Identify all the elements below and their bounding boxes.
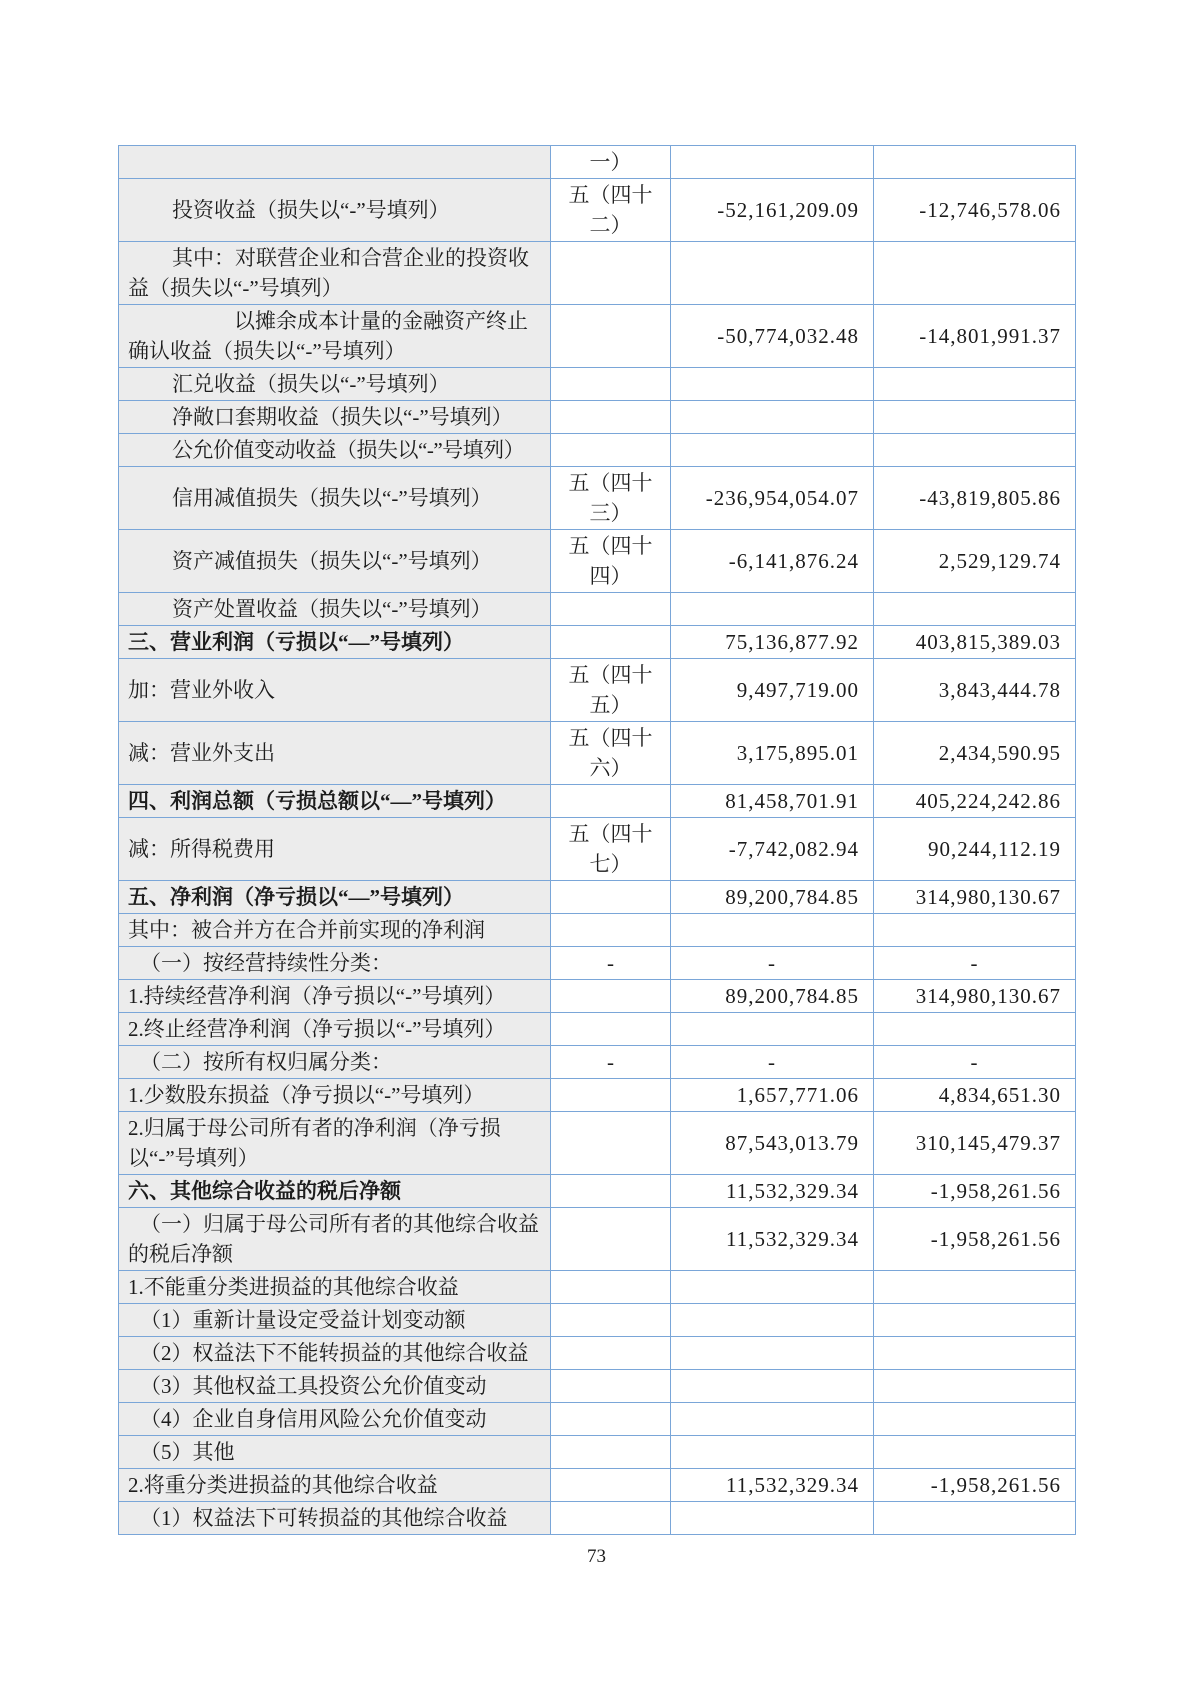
current-period-amount-cell	[671, 1502, 874, 1535]
table-row	[119, 1469, 1076, 1502]
prior-period-amount-cell: 2,434,590.95	[874, 722, 1076, 785]
row-label-cell: 2.归属于母公司所有者的净利润（净亏损以“-”号填列）	[119, 1112, 551, 1175]
note-ref-cell	[551, 1079, 671, 1112]
prior-period-amount-cell: 2,529,129.74	[874, 530, 1076, 593]
note-ref-cell	[551, 1502, 671, 1535]
row-label-cell: 资产处置收益（损失以“-”号填列）	[119, 593, 551, 626]
current-period-amount-cell: -7,742,082.94	[671, 818, 874, 881]
note-ref-cell	[551, 593, 671, 626]
table-row	[119, 722, 1076, 785]
current-period-amount-cell: -236,954,054.07	[671, 467, 874, 530]
current-period-amount-cell	[671, 1271, 874, 1304]
prior-period-amount-cell	[874, 1502, 1076, 1535]
current-period-amount-cell: 1,657,771.06	[671, 1079, 874, 1112]
row-label-cell: 减：所得税费用	[119, 818, 551, 881]
row-label-cell: 净敞口套期收益（损失以“-”号填列）	[119, 401, 551, 434]
row-label-cell: 公允价值变动收益（损失以“-”号填列）	[119, 434, 551, 467]
row-label-cell: （1）重新计量设定受益计划变动额	[119, 1304, 551, 1337]
prior-period-amount-cell	[874, 368, 1076, 401]
table-row	[119, 1337, 1076, 1370]
table-row	[119, 179, 1076, 242]
table-row	[119, 368, 1076, 401]
table-row	[119, 1079, 1076, 1112]
prior-period-amount-cell	[874, 401, 1076, 434]
note-ref-cell: 五（四十四）	[551, 530, 671, 593]
prior-period-amount-cell: 403,815,389.03	[874, 626, 1076, 659]
prior-period-amount-cell: -1,958,261.56	[874, 1175, 1076, 1208]
row-label-cell: 四、利润总额（亏损总额以“—”号填列）	[119, 785, 551, 818]
table-row	[119, 980, 1076, 1013]
note-ref-cell	[551, 1337, 671, 1370]
table-row	[119, 1502, 1076, 1535]
current-period-amount-cell: 11,532,329.34	[671, 1208, 874, 1271]
prior-period-amount-cell: -1,958,261.56	[874, 1208, 1076, 1271]
current-period-amount-cell: 89,200,784.85	[671, 980, 874, 1013]
current-period-amount-cell	[671, 146, 874, 179]
prior-period-amount-cell	[874, 593, 1076, 626]
table-row	[119, 1046, 1076, 1079]
note-ref-cell	[551, 1208, 671, 1271]
table-row	[119, 1304, 1076, 1337]
current-period-amount-cell: -	[671, 1046, 874, 1079]
current-period-amount-cell	[671, 593, 874, 626]
table-row	[119, 530, 1076, 593]
row-label-cell: 三、营业利润（亏损以“—”号填列）	[119, 626, 551, 659]
table-row	[119, 242, 1076, 305]
note-ref-cell: -	[551, 1046, 671, 1079]
row-label-cell: 加：营业外收入	[119, 659, 551, 722]
prior-period-amount-cell: -12,746,578.06	[874, 179, 1076, 242]
row-label-cell: （3）其他权益工具投资公允价值变动	[119, 1370, 551, 1403]
current-period-amount-cell: 11,532,329.34	[671, 1175, 874, 1208]
prior-period-amount-cell	[874, 1403, 1076, 1436]
current-period-amount-cell	[671, 1436, 874, 1469]
note-ref-cell	[551, 1271, 671, 1304]
prior-period-amount-cell: 405,224,242.86	[874, 785, 1076, 818]
prior-period-amount-cell: -	[874, 947, 1076, 980]
note-ref-cell	[551, 1436, 671, 1469]
current-period-amount-cell: 9,497,719.00	[671, 659, 874, 722]
prior-period-amount-cell	[874, 1271, 1076, 1304]
table-row	[119, 1208, 1076, 1271]
table-row	[119, 467, 1076, 530]
prior-period-amount-cell	[874, 1436, 1076, 1469]
row-label-cell: 2.将重分类进损益的其他综合收益	[119, 1469, 551, 1502]
prior-period-amount-cell: -43,819,805.86	[874, 467, 1076, 530]
note-ref-cell: 五（四十七）	[551, 818, 671, 881]
row-label-cell: 信用减值损失（损失以“-”号填列）	[119, 467, 551, 530]
note-ref-cell: 五（四十二）	[551, 179, 671, 242]
note-ref-cell	[551, 1175, 671, 1208]
row-label-cell: 资产减值损失（损失以“-”号填列）	[119, 530, 551, 593]
note-ref-cell	[551, 1112, 671, 1175]
row-label-cell: 五、净利润（净亏损以“—”号填列）	[119, 881, 551, 914]
page-number: 73	[587, 1546, 606, 1567]
income-statement-table	[118, 145, 1076, 1535]
row-label-cell: 汇兑收益（损失以“-”号填列）	[119, 368, 551, 401]
table-row	[119, 914, 1076, 947]
note-ref-cell: 五（四十三）	[551, 467, 671, 530]
current-period-amount-cell: -50,774,032.48	[671, 305, 874, 368]
note-ref-cell	[551, 881, 671, 914]
row-label-cell: 投资收益（损失以“-”号填列）	[119, 179, 551, 242]
table-row	[119, 659, 1076, 722]
current-period-amount-cell	[671, 401, 874, 434]
note-ref-cell: 一）	[551, 146, 671, 179]
prior-period-amount-cell: -14,801,991.37	[874, 305, 1076, 368]
current-period-amount-cell	[671, 1370, 874, 1403]
income-statement-body	[119, 146, 1076, 1535]
current-period-amount-cell	[671, 1403, 874, 1436]
current-period-amount-cell: -52,161,209.09	[671, 179, 874, 242]
table-row	[119, 1175, 1076, 1208]
note-ref-cell	[551, 785, 671, 818]
row-label-cell: 其中：对联营企业和合营企业的投资收益（损失以“-”号填列）	[119, 242, 551, 305]
note-ref-cell	[551, 305, 671, 368]
current-period-amount-cell: -6,141,876.24	[671, 530, 874, 593]
current-period-amount-cell: -	[671, 947, 874, 980]
table-row	[119, 818, 1076, 881]
table-row	[119, 1370, 1076, 1403]
note-ref-cell	[551, 368, 671, 401]
current-period-amount-cell	[671, 242, 874, 305]
row-label-cell	[119, 146, 551, 179]
current-period-amount-cell	[671, 914, 874, 947]
current-period-amount-cell	[671, 1304, 874, 1337]
prior-period-amount-cell: 310,145,479.37	[874, 1112, 1076, 1175]
prior-period-amount-cell	[874, 242, 1076, 305]
prior-period-amount-cell	[874, 1013, 1076, 1046]
row-label-cell: 1.持续经营净利润（净亏损以“-”号填列）	[119, 980, 551, 1013]
table-row	[119, 305, 1076, 368]
table-row	[119, 785, 1076, 818]
current-period-amount-cell	[671, 1337, 874, 1370]
row-label-cell: （5）其他	[119, 1436, 551, 1469]
note-ref-cell	[551, 1370, 671, 1403]
row-label-cell: （4）企业自身信用风险公允价值变动	[119, 1403, 551, 1436]
current-period-amount-cell: 89,200,784.85	[671, 881, 874, 914]
row-label-cell: （2）权益法下不能转损益的其他综合收益	[119, 1337, 551, 1370]
table-row	[119, 881, 1076, 914]
current-period-amount-cell: 11,532,329.34	[671, 1469, 874, 1502]
table-row	[119, 146, 1076, 179]
row-label-cell: （二）按所有权归属分类：	[119, 1046, 551, 1079]
row-label-cell: 2.终止经营净利润（净亏损以“-”号填列）	[119, 1013, 551, 1046]
table-row	[119, 626, 1076, 659]
prior-period-amount-cell: 314,980,130.67	[874, 881, 1076, 914]
prior-period-amount-cell	[874, 914, 1076, 947]
prior-period-amount-cell: -1,958,261.56	[874, 1469, 1076, 1502]
current-period-amount-cell	[671, 1013, 874, 1046]
current-period-amount-cell	[671, 434, 874, 467]
prior-period-amount-cell	[874, 1337, 1076, 1370]
prior-period-amount-cell: 90,244,112.19	[874, 818, 1076, 881]
row-label-cell: （一）归属于母公司所有者的其他综合收益的税后净额	[119, 1208, 551, 1271]
note-ref-cell	[551, 980, 671, 1013]
prior-period-amount-cell	[874, 146, 1076, 179]
note-ref-cell	[551, 1304, 671, 1337]
table-row	[119, 1112, 1076, 1175]
row-label-cell: 其中：被合并方在合并前实现的净利润	[119, 914, 551, 947]
row-label-cell: 六、其他综合收益的税后净额	[119, 1175, 551, 1208]
row-label-cell: （一）按经营持续性分类：	[119, 947, 551, 980]
note-ref-cell: 五（四十六）	[551, 722, 671, 785]
row-label-cell: （1）权益法下可转损益的其他综合收益	[119, 1502, 551, 1535]
row-label-cell: 1.少数股东损益（净亏损以“-”号填列）	[119, 1079, 551, 1112]
note-ref-cell	[551, 1469, 671, 1502]
note-ref-cell	[551, 401, 671, 434]
table-row	[119, 401, 1076, 434]
prior-period-amount-cell	[874, 434, 1076, 467]
note-ref-cell: 五（四十五）	[551, 659, 671, 722]
prior-period-amount-cell: 4,834,651.30	[874, 1079, 1076, 1112]
note-ref-cell	[551, 242, 671, 305]
table-row	[119, 1403, 1076, 1436]
row-label-cell: 以摊余成本计量的金融资产终止确认收益（损失以“-”号填列）	[119, 305, 551, 368]
prior-period-amount-cell	[874, 1370, 1076, 1403]
prior-period-amount-cell: 314,980,130.67	[874, 980, 1076, 1013]
note-ref-cell	[551, 914, 671, 947]
current-period-amount-cell: 3,175,895.01	[671, 722, 874, 785]
prior-period-amount-cell: 3,843,444.78	[874, 659, 1076, 722]
row-label-cell: 1.不能重分类进损益的其他综合收益	[119, 1271, 551, 1304]
prior-period-amount-cell: -	[874, 1046, 1076, 1079]
current-period-amount-cell: 81,458,701.91	[671, 785, 874, 818]
row-label-cell: 减：营业外支出	[119, 722, 551, 785]
table-row	[119, 434, 1076, 467]
table-row	[119, 947, 1076, 980]
table-row	[119, 593, 1076, 626]
table-row	[119, 1271, 1076, 1304]
current-period-amount-cell	[671, 368, 874, 401]
note-ref-cell	[551, 1013, 671, 1046]
current-period-amount-cell: 75,136,877.92	[671, 626, 874, 659]
note-ref-cell	[551, 434, 671, 467]
table-row	[119, 1013, 1076, 1046]
note-ref-cell	[551, 1403, 671, 1436]
current-period-amount-cell: 87,543,013.79	[671, 1112, 874, 1175]
table-row	[119, 1436, 1076, 1469]
note-ref-cell	[551, 626, 671, 659]
prior-period-amount-cell	[874, 1304, 1076, 1337]
note-ref-cell: -	[551, 947, 671, 980]
